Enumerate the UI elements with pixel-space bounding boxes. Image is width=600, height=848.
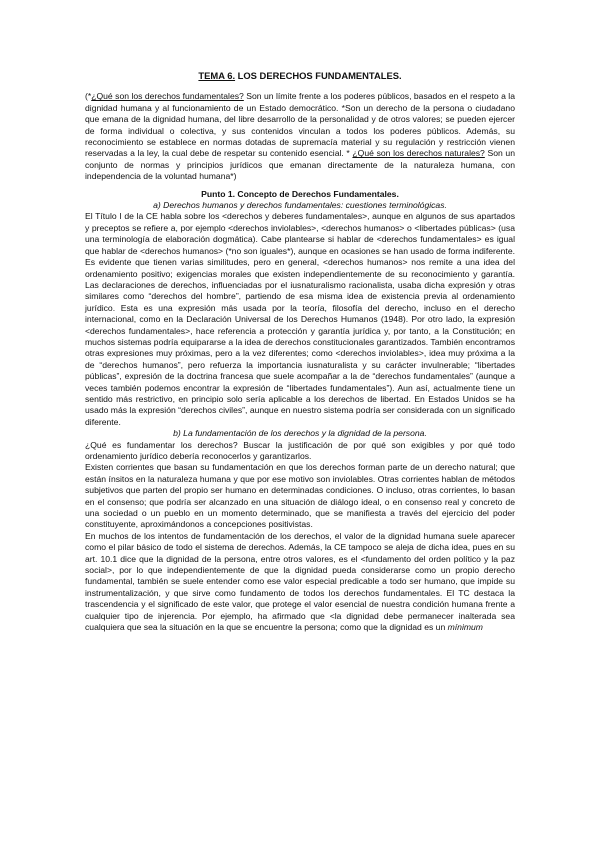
- paragraph-4: [85, 531, 515, 634]
- answer-2: Son un conjunto de normas y principios jurídicos que emanan directamente de la naturaleza humana, con independencia de la voluntad humana*): [85, 148, 515, 182]
- paragraph-3: Existen corrientes que basan su fundamentación en que los derechos forman parte de un derecho natural; que están ínsitos en la naturaleza humana y que por ese motivo son inviolables. Otras corrientes hablan de métodos subjetivos que parten del propio ser humano en determinadas condiciones. O incluso, otras corrientes, lo basan en el consenso; que podría ser alcanzado en una situación de diálogo ideal, o en consenso real y concreto de una sociedad o un pueblo en un momento determinado, que se manifiesta a través del ejercicio del poder constituyente, aproximándonos a concepciones positivistas.: [85, 462, 515, 530]
- intro-open: (*: [85, 91, 92, 102]
- intro-paragraph: [85, 91, 515, 182]
- section-heading: Punto 1. Concepto de Derechos Fundamentales.: [201, 188, 399, 199]
- question-1: ¿Qué son los derechos fundamentales?: [91, 91, 244, 102]
- title-underlined: TEMA 6.: [198, 70, 236, 81]
- answer-1: Son un límite frente a los poderes públicos, basados en el respeto a la dignidad humana y al funcionamiento de un Estado democrático. *Son un derecho de la persona o ciudadano que emana de la dignidad humana, del libre desarrollo de la personalidad y de otros valores; se pueden ejercer de forma individual o colectiva, y sus contenidos vinculan a todos los poderes públicos. Además, su reconocimiento se establece en normas dotadas de supremacía material y su regulación y restricción vienen reservadas a la ley, la cual debe de respetar su contenido esencial. *: [85, 91, 515, 159]
- page-title: [85, 70, 515, 81]
- paragraph-4-italic: mínimum: [447, 622, 483, 633]
- document-page: [85, 70, 515, 634]
- subheading-b: b) La fundamentación de los derechos y la dignidad de la persona.: [173, 428, 427, 439]
- paragraph-2: ¿Qué es fundamentar los derechos? Buscar la justificación de por qué son exigibles y por qué todo ordenamiento jurídico debería reconocerlos y garantizarlos.: [85, 439, 515, 461]
- paragraph-4-text: En muchos de los intentos de fundamentación de los derechos, el valor de la dignidad humana suele aparecer como el pilar básico de todo el sistema de derechos. Además, la CE tampoco se aleja de dicha idea, pues en su art. 10.1 dice que la dignidad de la persona, entre otros valores, es el <fundamento del orden político y la paz social>, por lo que independientemente de que la dignidad pueda considerarse como un propio derecho fundamental, también se suele entender como ese valor especial predicable a todo ser humano, que impide su instrumentalización, y que sirve como fundamento de todos los derechos fundamentales. El TC destaca la trascendencia y el significado de este valor, que protege el valor esencial de nuestra condición humana frente a cualquier tipo de injerencia. Por ejemplo, ha afirmado que <la dignidad debe permanecer inalterada sea cualquiera que sea la situación en la que se encuentre la persona; como que la dignidad es un: [85, 530, 515, 633]
- paragraph-1: El Título I de la CE habla sobre los <derechos y deberes fundamentales>, aunque en algunos de sus apartados y preceptos se refiere a, por ejemplo <derechos inviolables>, <derechos humanos> o <libertades públicas> (usa una terminología de elaboración dogmática). Cabe plantearse si hablar de <derechos fundamentales> es igual que hablar de <derechos humanos> (*no son iguales*), aunque en ocasiones se han usado de forma indiferente. Es evidente que tienen varias similitudes, pero en general, <derechos humanos> nos remite a una idea del ordenamiento positivo; exigencias morales que existen independientemente de su reconocimiento y garantía. Las declaraciones de derechos, influenciadas por el iusnaturalismo racionalista, usaba dicha expresión y otras similares como “derechos del hombre”, partiendo de esa misma idea de existencia previa al ordenamiento jurídico. Esta es una expresión más usada por la teoría, filosofía del derecho, incluso en el derecho internacional, como en la Declaración Universal de los Derechos Humanos (1948). Por otro lado, la expresión <derechos fundamentales>, hace referencia a protección y garantía jurídica y, por tanto, a la Constitución; en muchos sistemas podría equipararse a la idea de derechos constitucionales garantizados. También encontramos otras expresiones muy próximas, pero a la vez diferentes; como <derechos inviolables>, idea muy próxima a la de “derechos humanos”, pero refuerza la importancia iusnaturalista y su carácter invulnerable; “libertades públicas”, expresión de la doctrina francesa que suele acompañar a la de “derechos fundamentales” (aunque a veces también podemos encontrar la expresión de “libertades fundamentales”). Aun así, actualmente tiene un sentido más restrictivo, en principio solo sería aplicable a los derechos de libertad. En Estados Unidos se ha usado más la expresión “derechos civiles”, aunque en nuestro sistema podría ser considerada con un significado diferente.: [85, 211, 515, 427]
- subheading-a: a) Derechos humanos y derechos fundamentales: cuestiones terminológicas.: [153, 200, 447, 211]
- question-2: ¿Qué son los derechos naturales?: [352, 148, 485, 159]
- title-rest: LOS DERECHOS FUNDAMENTALES.: [235, 70, 402, 81]
